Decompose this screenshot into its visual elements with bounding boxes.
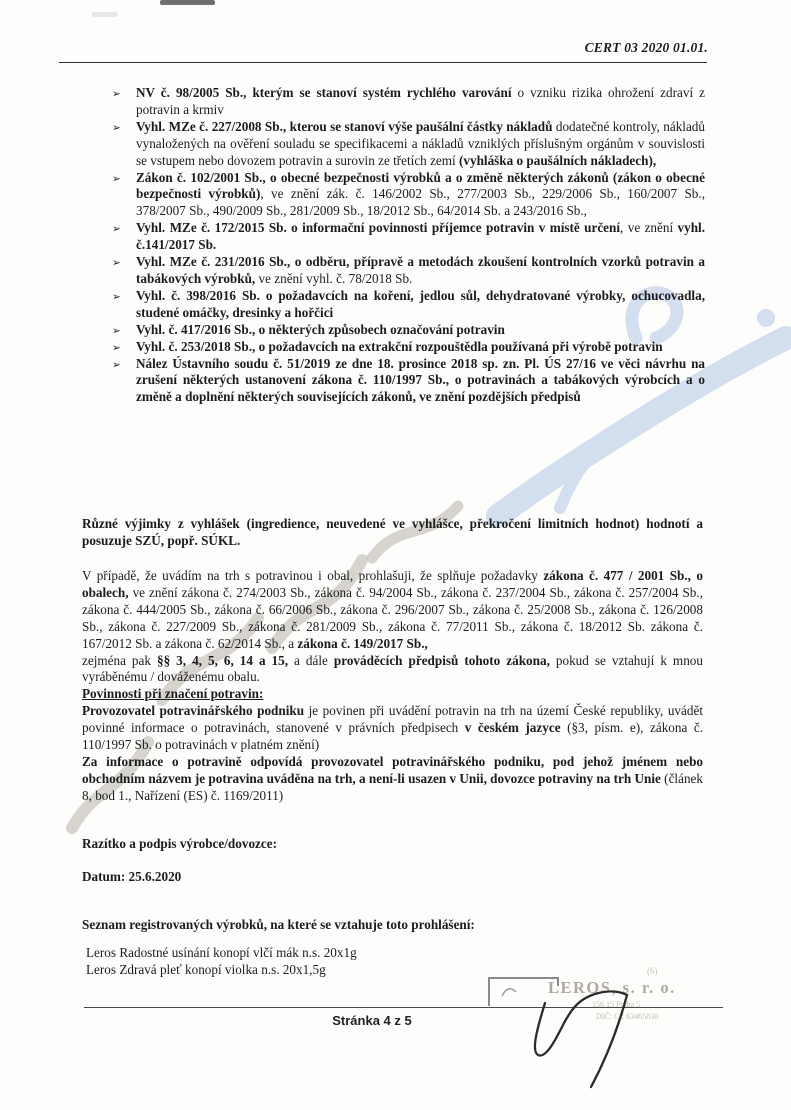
law-item-text: Vyhl. č. 398/2016 Sb. o požadavcích na koření, jedlou sůl, dehydratované výrobky, ochucovadla, studené omáčky, dresinky a hořčici	[136, 287, 705, 320]
law-list	[112, 85, 705, 406]
law-list-item	[112, 119, 705, 170]
law-item-text: Vyhl. MZe č. 172/2015 Sb. o informační povinnosti příjemce potravin v místě určení, ve znění vyhl. č.141/2017 Sb.	[136, 220, 705, 253]
arrow-bullet-icon: ➢	[112, 88, 121, 100]
product-item: Leros Zdravá pleť konopí violka n.s. 20x1,5g	[86, 961, 326, 977]
arrow-bullet-icon: ➢	[112, 290, 121, 303]
date-label: Datum: 25.6.2020	[82, 869, 182, 884]
para-responsibility: Za informace o potravině odpovídá provozovatel potravinářského podniku, pod jehož jménem nebo obchodním názvem je potravina uváděna na trh, a není-li usazen v Unii, dovozce potraviny na trh Unie (článek 8, bod 1., Nařízení (ES) č. 1169/2011)	[82, 753, 703, 803]
page-number: Stránka 4 z 5	[332, 1013, 412, 1028]
law-item-text: Vyhl. MZe č. 231/2016 Sb., o odběru, přípravě a metodách zkoušení kontrolních vzorků potravin a tabákových výrobků, ve znění vyhl. č. 78/2018 Sb.	[136, 254, 705, 286]
product-item: Leros Radostné usínání konopí vlčí mák n.s. 20x1g	[86, 945, 357, 960]
law-item-text: Vyhl. č. 417/2016 Sb., o některých způsobech označování potravin	[136, 321, 505, 337]
arrow-bullet-icon: ➢	[112, 358, 121, 371]
scan-artifact	[160, 0, 215, 5]
law-list-item	[112, 85, 705, 119]
arrow-bullet-icon: ➢	[112, 223, 121, 236]
para-operator: Provozovatel potravinářského podniku je povinen při uvádění potravin na trh na území České republiky, uvádět povinné informace o potravinách, stanovené v právních předpisech v českém jazyce (§3, písm. e), zákona č. 110/1997 Sb. o potravinách v platném znění)	[82, 703, 703, 753]
document-code: CERT 03 2020 01.01.	[584, 40, 708, 55]
law-list-item	[112, 254, 705, 288]
stamp-vat-number: DIČ: CZ 63465830	[596, 1012, 659, 1021]
arrow-bullet-icon: ➢	[112, 257, 121, 270]
footer-rule	[84, 1007, 723, 1008]
law-list-item	[112, 322, 705, 339]
law-list-item	[112, 288, 705, 322]
products-heading: Seznam registrovaných výrobků, na které se vztahuje toto prohlášení:	[82, 917, 475, 932]
law-item-text: Vyhl. MZe č. 227/2008 Sb., kterou se stanoví výše paušální částky nákladů dodatečné kontroly, nákladů vynaložených na ověření souladu se specifikacemi a nákladů vzniklých příslušným orgánům v souvislosti se vstupem nebo dovozem potravin a surovin ze třetích zemí (vyhláška o paušálních nákladech),	[136, 118, 705, 168]
header-rule	[59, 62, 707, 63]
stamp-company-name: LEROS, s. r. o.	[548, 978, 676, 997]
stamp-signature-label: Razítko a podpis výrobce/dovozce:	[82, 836, 277, 851]
para-packaging: V případě, že uvádím na trh s potravinou i obal, prohlašuji, že splňuje požadavky zákona č. 477 / 2001 Sb., o obalech, ve znění zákona č. 274/2003 Sb., zákona č. 94/2004 Sb., zákona č. 237/2004 Sb., zákona č. 257/2004 Sb., zákona č. 444/2005 Sb., zákona č. 66/2006 Sb., zákona č. 296/2007 Sb., zákona č. 25/2008 Sb., zákona č. 126/2008 Sb., zákona č. 227/2009 Sb., zákona č. 281/2009 Sb., zákona č. 77/2011 Sb., zákona č. 18/2012 Sb. zákona č. 167/2012 Sb. a zákona č. 62/2014 Sb., a zákona č. 149/2017 Sb.,	[82, 568, 703, 651]
law-list-item	[112, 356, 705, 407]
law-list-item	[112, 170, 705, 221]
products-list	[86, 945, 646, 979]
para-provisions: zejména pak §§ 3, 4, 5, 6, 14 a 15, a dále prováděcích předpisů tohoto zákona, pokud se vztahují k mnou vyráběnému / dováženému obalu.	[82, 652, 703, 685]
para-exceptions: Různé výjimky z vyhlášek (ingredience, neuvedené ve vyhlášce, překročení limitních hodnot) hodnotí a posuzuje SZÚ, popř. SÚKL.	[82, 516, 703, 548]
law-item-text: Zákon č. 102/2001 Sb., o obecné bezpečnosti výrobků a o změně některých zákonů (zákon o obecné bezpečnosti výrobků), ve znění zák. č. 146/2002 Sb., 277/2003 Sb., 229/2006 Sb., 160/2007 Sb., 378/2007 Sb., 490/2009 Sb., 281/2009 Sb., 18/2012 Sb., 64/2014 Sb. a 243/2016 Sb.,	[136, 169, 705, 219]
heading-labelling-duties: Povinnosti při značení potravin:	[82, 686, 264, 702]
arrow-bullet-icon: ➢	[112, 324, 121, 337]
law-item-text: Nález Ústavního soudu č. 51/2019 ze dne 18. prosince 2018 sp. zn. Pl. ÚS 27/16 ve věci návrhu na zrušení některých ustanovení zákona č. 110/1997 Sb., o potravinách a tabákových výrobcích a o změně a doplnění některých souvisejících zákonů, ve znění pozdějších předpisů	[136, 355, 705, 405]
law-list-item	[112, 339, 705, 356]
scan-artifact	[92, 12, 118, 17]
arrow-bullet-icon: ➢	[112, 341, 121, 354]
stamp-address: 156 15 Praha 5	[592, 1000, 641, 1009]
arrow-bullet-icon: ➢	[112, 121, 121, 134]
stamp-corner-mark: (6)	[647, 966, 658, 976]
law-item-text: NV č. 98/2005 Sb., kterým se stanoví systém rychlého varování o vzniku rizika ohrožení zdraví z potravin a krmiv	[136, 85, 705, 117]
arrow-bullet-icon: ➢	[112, 172, 121, 185]
law-item-text: Vyhl. č. 253/2018 Sb., o požadavcích na extrakční rozpouštědla používaná při výrobě potravin	[136, 338, 663, 354]
law-list-item	[112, 220, 705, 254]
